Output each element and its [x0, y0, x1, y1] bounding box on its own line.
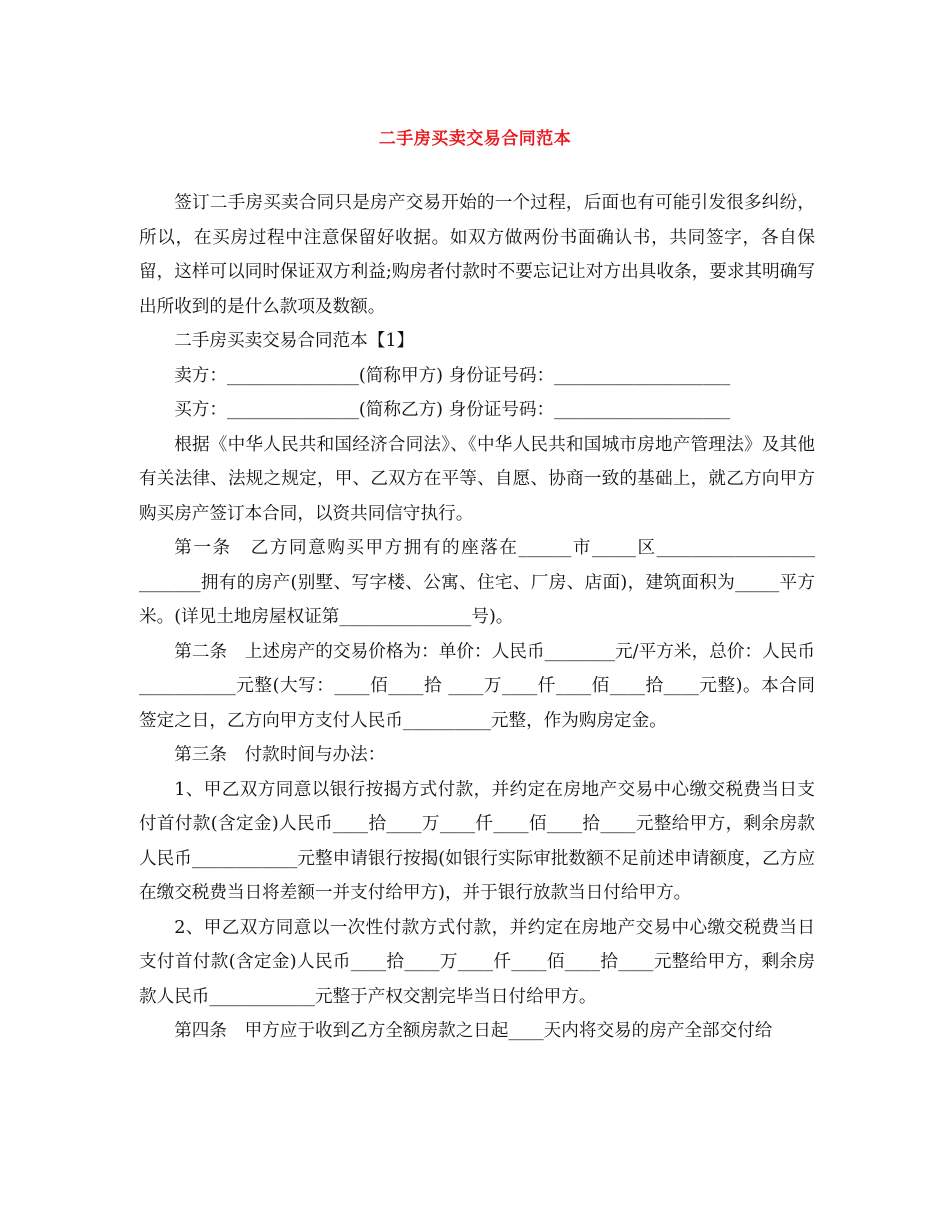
buyer-line: 买方：_______________(简称乙方) 身份证号码：____________________	[174, 400, 731, 420]
legal-basis-paragraph: 根据《中华人民共和国经济合同法》、《中华人民共和国城市房地产管理法》及其他有关法律、法规之规定，甲、乙双方在平等、自愿、协商一致的基础上，就乙方向甲方购买房产签订本合同，以资共同信守执行。	[139, 434, 815, 524]
article-4: 第四条 甲方应于收到乙方全额房款之日起____天内将交易的房产全部交付给	[174, 1021, 773, 1041]
article-1: 第一条 乙方同意购买甲方拥有的座落在______市_____区__________________ _______拥有的房产(别墅、写字楼、公寓、住宅、厂房、店面)，建筑面积为_____平方米。(详见土地房屋权证第_______________号)。	[139, 538, 815, 627]
article-3-item-2: 2、甲乙双方同意以一次性付款方式付款，并约定在房地产交易中心缴交税费当日支付首付款(含定金)人民币____拾____万____仟____佰____拾____元整给甲方，剩余房款人民币____________元整于产权交割完毕当日付给甲方。	[139, 917, 815, 1007]
intro-paragraph: 签订二手房买卖合同只是房产交易开始的一个过程，后面也有可能引发很多纠纷，所以，在买房过程中注意保留好收据。如双方做两份书面确认书，共同签字，各自保留，这样可以同时保证双方利益;购房者付款时不要忘记让对方出具收条，要求其明确写出所收到的是什么款项及数额。	[139, 193, 815, 317]
document-body	[139, 186, 815, 1049]
article-2: 第二条 上述房产的交易价格为：单价：人民币________元/平方米，总价：人民币___________元整(大写：____佰____拾 ____万____仟____佰____拾____元整)。本合同签定之日，乙方向甲方支付人民币__________元整，作为购房定金。	[139, 641, 815, 731]
document-title: 二手房买卖交易合同范本	[378, 129, 572, 149]
contract-heading: 二手房买卖交易合同范本【1】	[174, 331, 415, 351]
article-3-item-1: 1、甲乙双方同意以银行按揭方式付款，并约定在房地产交易中心缴交税费当日支付首付款(含定金)人民币____拾____万____仟____佰____拾____元整给甲方，剩余房款人民币____________元整申请银行按揭(如银行实际审批数额不足前述申请额度，乙方应在缴交税费当日将差额一并支付给甲方)，并于银行放款当日付给甲方。	[139, 779, 815, 903]
article-3-heading: 第三条 付款时间与办法：	[174, 745, 386, 765]
seller-line: 卖方：_______________(简称甲方) 身份证号码：____________________	[174, 365, 731, 386]
